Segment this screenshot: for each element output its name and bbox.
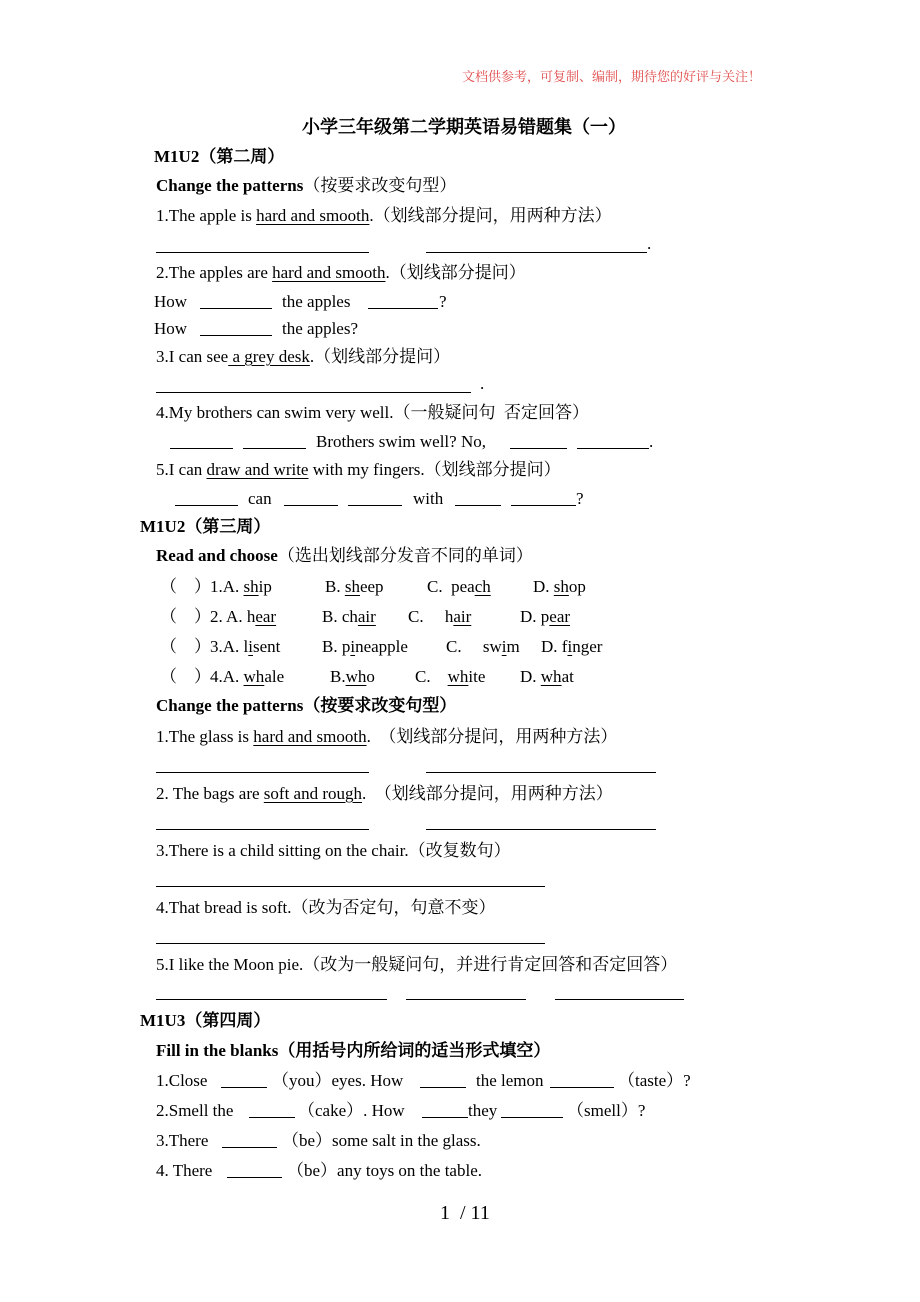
choice-paren[interactable]: （ ） <box>160 607 211 626</box>
answer-blank[interactable] <box>156 943 545 944</box>
answer-blank[interactable] <box>156 829 369 830</box>
fill-line-3-start: 3.There <box>156 1131 209 1150</box>
q-instruction: .（划线部分提问，用两种方法） <box>369 206 612 225</box>
answer-blank[interactable] <box>422 1117 468 1118</box>
underlined-phrase: hard and smooth <box>272 263 386 282</box>
underlined-phrase: soft and rough <box>263 784 363 803</box>
q-instruction: .（划线部分提问） <box>385 263 526 282</box>
period-mark: . <box>649 432 654 451</box>
period-mark: . <box>647 234 652 253</box>
option-d: D. pear <box>520 607 571 626</box>
instruction-en: Read and choose <box>156 546 278 565</box>
option-b: B. sheep <box>325 577 384 596</box>
q-instruction: . （划线部分提问，用两种方法） <box>366 727 618 746</box>
option-d: D. what <box>520 667 574 686</box>
answer-blank[interactable] <box>511 505 576 506</box>
instruction-en: Change the patterns <box>156 176 304 195</box>
fill-line-1-mid: （you）eyes. How <box>272 1071 404 1090</box>
answer-blank[interactable] <box>555 999 684 1000</box>
question-1 <box>156 205 612 227</box>
fill-line-2-mid: （cake）. How <box>298 1101 405 1120</box>
fill-line-3-end: （be）some salt in the glass. <box>282 1131 481 1150</box>
choice-paren[interactable]: （ ） <box>160 667 211 686</box>
q-text: 2. The bags are <box>156 784 264 803</box>
answer-blank[interactable] <box>156 999 387 1000</box>
answer-blank[interactable] <box>222 1147 277 1148</box>
underlined-phrase: hard and smooth <box>256 206 370 225</box>
q-text: 3.I can see <box>156 347 229 366</box>
q-text: 1.The apple is <box>156 206 257 225</box>
q-instruction: . （划线部分提问，用两种方法） <box>362 784 613 803</box>
document-title: 小学三年级第二学期英语易错题集（一） <box>302 117 626 137</box>
answer-blank[interactable] <box>455 505 501 506</box>
answer-blank[interactable] <box>156 252 369 253</box>
answer-blank[interactable] <box>348 505 402 506</box>
answer-blank[interactable] <box>227 1177 282 1178</box>
answer-blank[interactable] <box>249 1117 295 1118</box>
option-c: C. white <box>415 667 486 686</box>
period-mark: . <box>480 374 485 393</box>
question-5: 5.I like the Moon pie.（改为一般疑问句，并进行肯定回答和否定回答） <box>156 955 678 974</box>
q2-line-b-text: the apples? <box>282 319 358 338</box>
answer-blank[interactable] <box>156 392 471 393</box>
answer-blank[interactable] <box>221 1087 267 1088</box>
question-mark: ? <box>439 292 447 311</box>
option-b: B.who <box>330 667 375 686</box>
question-2 <box>156 262 526 284</box>
underlined-phrase: hard and smooth <box>253 727 367 746</box>
q2-line-a-text: the apples <box>282 292 351 311</box>
question-3: 3.There is a child sitting on the chair.（改复数句） <box>156 841 511 860</box>
answer-blank[interactable] <box>426 829 656 830</box>
option-a: 4.A. whale <box>210 667 285 686</box>
header-note: 文档供参考，可复制、编制，期待您的好评与关注！ <box>462 69 762 84</box>
option-b: B. chair <box>322 607 376 626</box>
q5-can: can <box>248 489 272 508</box>
answer-blank[interactable] <box>284 505 338 506</box>
instruction-change-patterns-2: Change the patterns（按要求改变句型） <box>156 696 457 715</box>
answer-blank[interactable] <box>577 448 649 449</box>
instruction-fill-blanks: Fill in the blanks（用括号内所给词的适当形式填空） <box>156 1041 551 1060</box>
fill-line-2-text: they <box>468 1101 498 1120</box>
question-5 <box>156 459 561 481</box>
q-instruction: with my fingers.（划线部分提问） <box>308 460 561 479</box>
question-4: 4.That bread is soft.（改为否定句，句意不变） <box>156 898 496 917</box>
answer-blank[interactable] <box>200 335 272 336</box>
choice-paren[interactable]: （ ） <box>160 577 211 596</box>
section-heading-week4: M1U3（第四周） <box>140 1011 271 1030</box>
q2-line-a-how: How <box>154 292 188 311</box>
answer-blank[interactable] <box>426 772 656 773</box>
option-b: B. pineapple <box>322 637 408 656</box>
question-4: 4.My brothers can swim very well.（一般疑问句 否定回答） <box>156 403 589 422</box>
option-d: D. finger <box>541 637 603 656</box>
fill-line-1-text: the lemon <box>476 1071 544 1090</box>
fill-line-4-start: 4. There <box>156 1161 213 1180</box>
section-heading-week2: M1U2（第二周） <box>154 147 285 166</box>
page-number: 1 / 11 <box>440 1202 490 1224</box>
fill-line-2-end: （smell）? <box>567 1101 646 1120</box>
instruction-change-patterns <box>156 175 456 197</box>
section-heading-week3: M1U2（第三周） <box>140 517 271 536</box>
underlined-phrase: draw and write <box>206 460 309 479</box>
instruction-read-choose <box>156 545 533 567</box>
option-a: 1.A. ship <box>210 577 272 596</box>
answer-blank[interactable] <box>368 308 438 309</box>
answer-blank[interactable] <box>550 1087 614 1088</box>
q5-with: with <box>413 489 444 508</box>
answer-blank[interactable] <box>501 1117 563 1118</box>
question-1 <box>156 726 617 748</box>
fill-line-1-start: 1.Close <box>156 1071 208 1090</box>
underlined-phrase: a grey desk <box>228 347 310 366</box>
answer-blank[interactable] <box>200 308 272 309</box>
option-c: C. swim <box>446 637 520 656</box>
answer-blank[interactable] <box>420 1087 466 1088</box>
q4-answer-text: Brothers swim well? No, <box>316 432 486 451</box>
fill-line-4-end: （be）any toys on the table. <box>287 1161 482 1180</box>
answer-blank[interactable] <box>243 448 306 449</box>
instruction-cn: （选出划线部分发音不同的单词） <box>277 546 533 565</box>
option-c: C. peach <box>427 577 491 596</box>
q-text: 2.The apples are <box>156 263 273 282</box>
q2-line-b-how: How <box>154 319 188 338</box>
option-d: D. shop <box>533 577 586 596</box>
instruction-cn: （按要求改变句型） <box>303 176 457 195</box>
answer-blank[interactable] <box>426 252 647 253</box>
option-a: 3.A. lisent <box>210 637 281 656</box>
q-instruction: .（划线部分提问） <box>309 347 451 366</box>
question-mark: ? <box>576 489 584 508</box>
answer-blank[interactable] <box>156 772 369 773</box>
option-c: C. hair <box>408 607 472 626</box>
answer-blank[interactable] <box>170 448 233 449</box>
fill-line-2-start: 2.Smell the <box>156 1101 234 1120</box>
answer-blank[interactable] <box>175 505 238 506</box>
choice-paren[interactable]: （ ） <box>160 637 211 656</box>
q-text: 1.The glass is <box>156 727 254 746</box>
answer-blank[interactable] <box>406 999 526 1000</box>
question-3 <box>156 346 450 368</box>
answer-blank[interactable] <box>156 886 545 887</box>
option-a: 2. A. hear <box>210 607 277 626</box>
answer-blank[interactable] <box>510 448 567 449</box>
fill-line-1-end: （taste）? <box>618 1071 691 1090</box>
q-text: 5.I can <box>156 460 207 479</box>
question-2 <box>156 783 613 805</box>
